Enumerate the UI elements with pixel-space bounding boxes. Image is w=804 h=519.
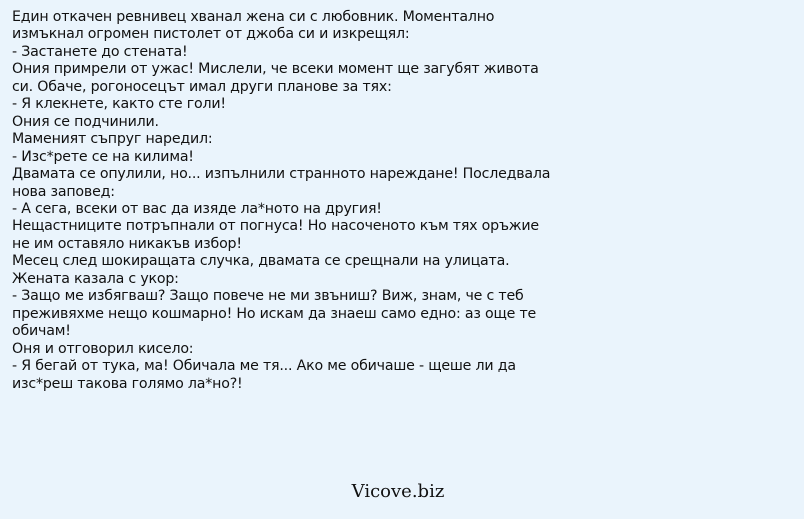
joke-line: - Я клекнете, както сте голи! (12, 96, 226, 113)
joke-line: - Изс*рете се на килима! (12, 148, 194, 165)
joke-line: Двамата се опулили, но... изпълнили странното нареждане! Последвала (12, 166, 551, 183)
joke-line: не им оставяло никакъв избор! (12, 235, 242, 252)
joke-line: обичам! (12, 323, 71, 340)
joke-line: изс*реш такова голямо ла*но?! (12, 375, 243, 392)
joke-line: си. Обаче, рогоносецът имал други планове за тях: (12, 78, 392, 95)
joke-text (12, 9, 572, 393)
joke-line: Оня и отговорил кисело: (12, 340, 194, 357)
joke-line: - А сега, всеки от вас да изяде ла*ното на другия! (12, 200, 382, 217)
joke-line: измъкнал огромен пистолет от джоба си и изкрещял: (12, 26, 410, 43)
joke-line: нова заповед: (12, 183, 115, 200)
joke-line: преживяхме нещо кошмарно! Но искам да знаеш само едно: аз още те (12, 305, 537, 322)
joke-line: - Застанете до стената! (12, 43, 188, 60)
joke-line: - Я бегай от тука, ма! Обичала ме тя... Ако ме обичаше - щеше ли да (12, 358, 516, 375)
joke-line: Нещастниците потръпнали от погнуса! Но насоченото към тях оръжие (12, 218, 539, 235)
joke-line: Ония примрели от ужас! Мислели, че всеки момент ще загубят живота (12, 61, 539, 78)
joke-line: Един откачен ревнивец хванал жена си с любовник. Моментално (12, 9, 495, 25)
joke-line: Жената казала с укор: (12, 270, 179, 287)
joke-line: Ония се подчинили. (12, 113, 159, 130)
joke-line: Месец след шокиращата случка, двамата се срещнали на улицата. (12, 253, 510, 270)
site-brand-watermark: Vicove.biz (351, 481, 445, 502)
joke-line: Мамeният съпруг наредил: (12, 131, 213, 148)
joke-line: - Защо ме избягваш? Защо повече не ми звъниш? Виж, знам, че с теб (12, 288, 524, 305)
